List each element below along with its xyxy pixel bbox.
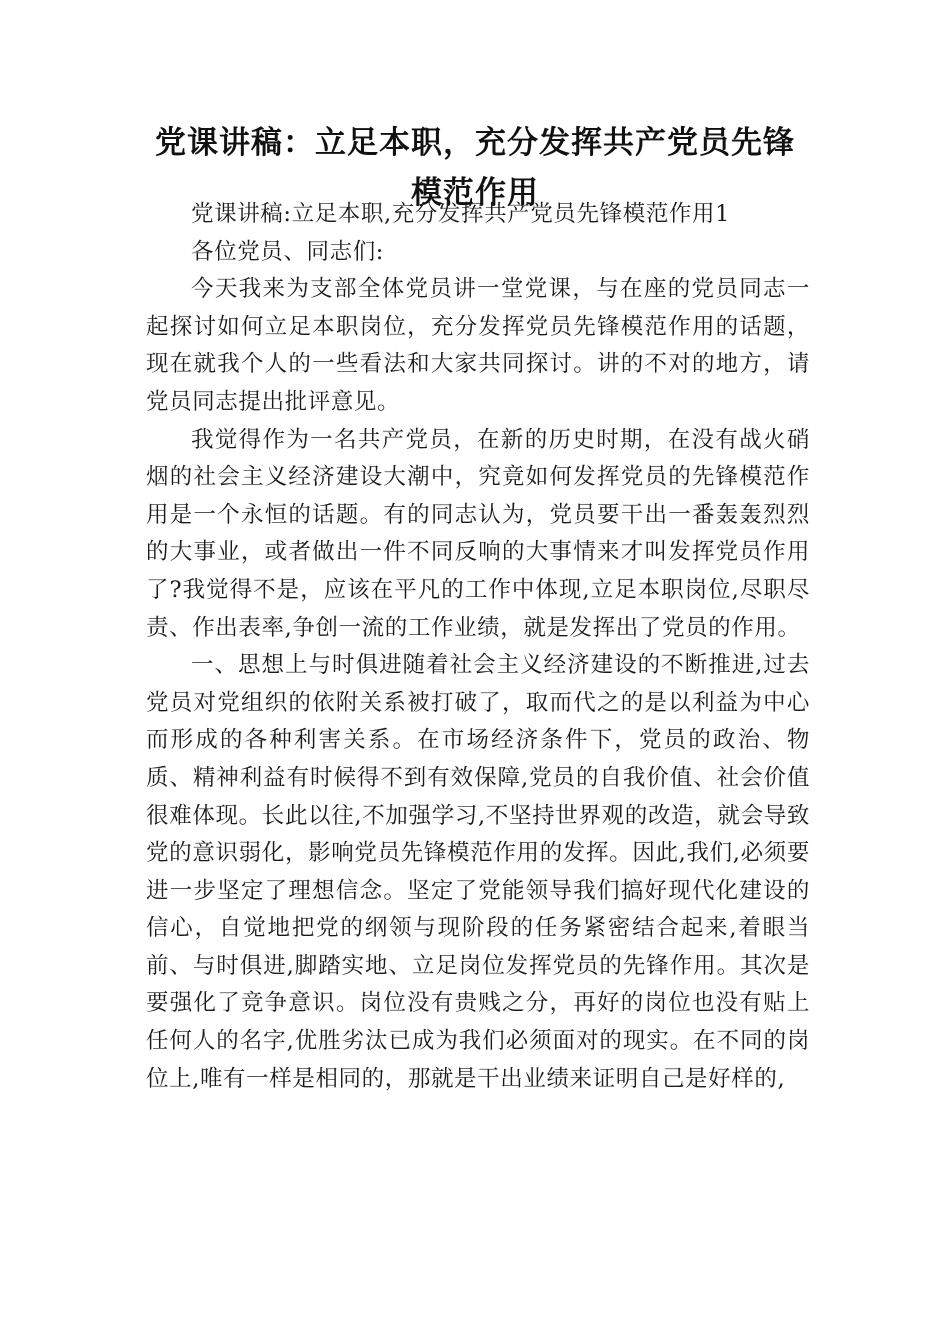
document-title: 党课讲稿：立足本职，充分发挥共产党员先锋模范作用	[155, 125, 795, 211]
body-paragraph: 我觉得作为一名共产党员，在新的历史时期，在没有战火硝烟的社会主义经济建设大潮中，究竟如何发挥党员的先锋模范作用是一个永恒的话题。有的同志认为，党员要干出一番轰轰烈烈的大事业，或者做出一件不同反响的大事情来才叫发挥党员作用了?我觉得不是，应该在平凡的工作中体现,立足本职岗位,尽职尽责、作出表率,争创一流的工作业绩，就是发挥出了党员的作用。	[146, 426, 810, 641]
document-body	[146, 196, 810, 1098]
salutation-paragraph: 各位党员、同志们:	[191, 238, 384, 265]
intro-paragraph: 今天我来为支部全体党员讲一堂党课，与在座的党员同志一起探讨如何立足本职岗位，充分发挥党员先锋模范作用的话题，现在就我个人的一些看法和大家共同探讨。讲的不对的地方，请党员同志提出批评意见。	[146, 276, 810, 415]
section-one-paragraph: 一、思想上与时俱进随着社会主义经济建设的不断推进,过去党员对党组织的依附关系被打破了，取而代之的是以利益为中心而形成的各种利害关系。在市场经济条件下，党员的政治、物质、精神利益有时候得不到有效保障,党员的自我价值、社会价值很难体现。长此以往,不加强学习,不坚持世界观的改造，就会导致党的意识弱化，影响党员先锋模范作用的发挥。因此,我们,必须要进一步坚定了理想信念。坚定了党能领导我们搞好现代化建设的信心，自觉地把党的纲领与现阶段的任务紧密结合起来,着眼当前、与时俱进,脚踏实地、立足岗位发挥党员的先锋作用。其次是要强化了竞争意识。岗位没有贵贱之分，再好的岗位也没有贴上任何人的名字,优胜劣汰已成为我们必须面对的现实。在不同的岗位上,唯有一样是相同的，那就是干出业绩来证明自己是好样的,	[146, 652, 810, 1092]
subtitle-paragraph: 党课讲稿:立足本职,充分发挥共产党员先锋模范作用1	[191, 201, 731, 227]
